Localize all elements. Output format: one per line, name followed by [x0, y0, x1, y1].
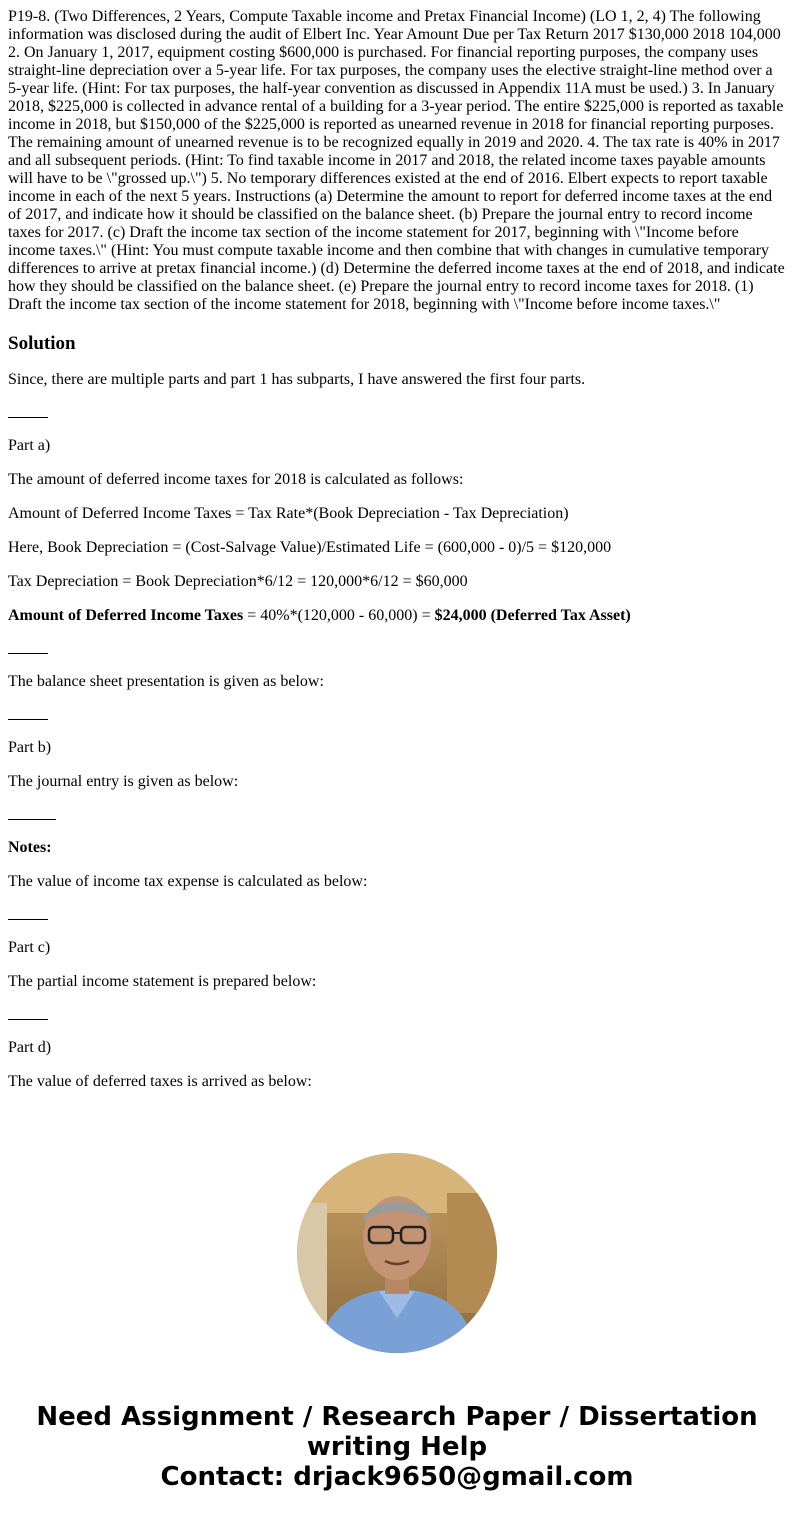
- divider: [8, 707, 786, 723]
- part-d-line-1: The value of deferred taxes is arrived as below:: [8, 1073, 312, 1090]
- divider: [8, 807, 786, 823]
- part-a-line-1: The amount of deferred income taxes for 2018 is calculated as follows:: [8, 471, 464, 488]
- part-d-label: Part d): [8, 1039, 52, 1056]
- divider: [8, 641, 786, 657]
- part-a-book-depreciation: Here, Book Depreciation = (Cost-Salvage Value)/Estimated Life = (600,000 - 0)/5 = $120,000: [8, 539, 612, 556]
- ad-line-2: writing Help: [306, 1432, 488, 1462]
- author-photo-illustration: [297, 1153, 497, 1353]
- advertisement-banner: [0, 1402, 794, 1492]
- result-label: Amount of Deferred Income Taxes: [8, 607, 244, 624]
- part-c-line-1: The partial income statement is prepared below:: [8, 973, 317, 990]
- notes-text: The value of income tax expense is calculated as below:: [8, 873, 368, 890]
- result-value: $24,000 (Deferred Tax Asset): [434, 607, 631, 624]
- author-photo: [297, 1153, 497, 1353]
- divider: [8, 907, 786, 923]
- ad-contact: Contact: drjack9650@gmail.com: [160, 1462, 634, 1492]
- part-c-label: Part c): [8, 939, 51, 956]
- ad-line-1: Need Assignment / Research Paper / Dissertation: [36, 1402, 758, 1432]
- part-b-label: Part b): [8, 739, 52, 756]
- part-a-result: [8, 607, 786, 625]
- solution-heading: Solution: [8, 333, 76, 354]
- result-calculation: = 40%*(120,000 - 60,000) =: [243, 607, 435, 624]
- part-b-line-1: The journal entry is given as below:: [8, 773, 239, 790]
- divider: [8, 405, 786, 421]
- part-a-tax-depreciation: Tax Depreciation = Book Depreciation*6/12 = 120,000*6/12 = $60,000: [8, 573, 468, 590]
- notes-label: Notes:: [8, 839, 52, 856]
- part-a-formula: Amount of Deferred Income Taxes = Tax Rate*(Book Depreciation - Tax Depreciation): [8, 505, 569, 522]
- part-a-label: Part a): [8, 437, 51, 454]
- question-text: P19-8. (Two Differences, 2 Years, Compute Taxable income and Pretax Financial Income) (LO 1, 2, 4) The following information was disclosed during the audit of Elbert Inc. Year Amount Due per Tax Return 2017 $130,000 2018 104,000 2. On January 1, 2017, equipment costing $600,000 is purchased. For financial reporting purposes, the company uses straight-line depreciation over a 5-year life. For tax purposes, the company uses the elective straight-line method over a 5-year life. (Hint: For tax purposes, the half-year convention as discussed in Appendix 11A must be used.) 3. In January 2018, $225,000 is collected in advance rental of a building for a 3-year period. The entire $225,000 is reported as taxable income in 2018, but $150,000 of the $225,000 is reported as unearned revenue in 2018 for financial reporting purposes. The remaining amount of unearned revenue is to be recognized equally in 2019 and 2020. 4. The tax rate is 40% in 2017 and all subsequent periods. (Hint: To find taxable income in 2017 and 2018, the related income taxes payable amounts will have to be \"grossed up.\") 5. No temporary differences existed at the end of 2016. Elbert expects to report taxable income in each of the next 5 years. Instructions (a) Determine the amount to report for deferred income taxes at the end of 2017, and indicate how it should be classified on the balance sheet. (b) Prepare the journal entry to record income taxes for 2017. (c) Draft the income tax section of the income statement for 2017, beginning with \"Income before income taxes.\" (Hint: You must compute taxable income and then combine that with changes in cumulative temporary differences to arrive at pretax financial income.) (d) Determine the deferred income taxes at the end of 2018, and indicate how they should be classified on the balance sheet. (e) Prepare the journal entry to record income taxes for 2018. (1) Draft the income tax section of the income statement for 2018, beginning with \"Income before income taxes.\": [8, 8, 785, 313]
- divider: [8, 1007, 786, 1023]
- intro-text: Since, there are multiple parts and part 1 has subparts, I have answered the first four parts.: [8, 371, 586, 388]
- balance-sheet-text: The balance sheet presentation is given as below:: [8, 673, 324, 690]
